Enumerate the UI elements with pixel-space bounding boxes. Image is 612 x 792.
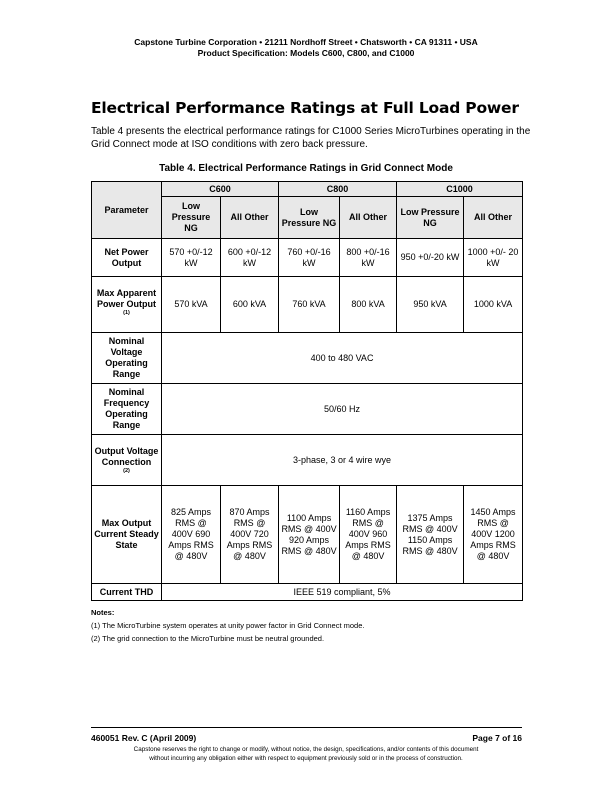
table-cell: 1100 Amps RMS @ 400V 920 Amps RMS @ 480V [279, 486, 340, 584]
subheader-low-pressure: Low Pressure NG [279, 197, 340, 239]
table-cell: 570 kVA [162, 277, 221, 333]
page-number: Page 7 of 16 [472, 733, 522, 743]
subheader-low-pressure: Low Pressure NG [162, 197, 221, 239]
parameter-header: Parameter [92, 182, 162, 239]
notes-title: Notes: [91, 608, 115, 617]
section-title: Electrical Performance Ratings at Full Load Power [91, 99, 519, 117]
table-cell: 870 Amps RMS @ 400V 720 Amps RMS @ 480V [221, 486, 279, 584]
table-caption: Table 4. Electrical Performance Ratings in Grid Connect Mode [159, 163, 453, 174]
subheader-all-other: All Other [464, 197, 523, 239]
disclaimer-line: without incurring any obligation either with respect to equipment previously sold or in the process of construction. [149, 755, 463, 762]
footnote-ref: (1) [123, 310, 130, 316]
footer-divider [91, 727, 522, 728]
footer-disclaimer [0, 745, 612, 763]
footnote-ref: (2) [123, 468, 130, 474]
row-label: Nominal Voltage Operating Range [92, 333, 162, 384]
table-cell: 800 +0/-16 kW [340, 239, 397, 277]
row-label: Current THD [92, 584, 162, 601]
row-label: Net Power Output [92, 239, 162, 277]
table-cell: 570 +0/-12 kW [162, 239, 221, 277]
disclaimer-line: Capstone reserves the right to change or modify, without notice, the design, specifications, and/or contents of this document [133, 746, 479, 753]
row-label: Nominal Frequency Operating Range [92, 384, 162, 435]
table-cell: 760 kVA [279, 277, 340, 333]
table-cell: 50/60 Hz [162, 384, 523, 435]
table-row [92, 486, 523, 584]
header-address: Capstone Turbine Corporation • 21211 Nordhoff Street • Chatsworth • CA 91311 • USA [134, 37, 478, 47]
page-header [0, 37, 612, 59]
subheader-low-pressure: Low Pressure NG [397, 197, 464, 239]
table-row [92, 384, 523, 435]
intro-paragraph: Table 4 presents the electrical performance ratings for C1000 Series MicroTurbines operating in the Grid Connect mode at ISO conditions with zero back pressure. [91, 126, 531, 150]
group-header-c1000: C1000 [397, 182, 523, 197]
table-cell: 760 +0/-16 kW [279, 239, 340, 277]
table-row [92, 435, 523, 486]
row-label: Max Apparent Power Output $^{(1)}$ [92, 277, 162, 333]
group-header-c600: C600 [162, 182, 279, 197]
table-cell: 600 kVA [221, 277, 279, 333]
table-row [92, 333, 523, 384]
table-row [92, 584, 523, 601]
table-cell: 1000 +0/- 20 kW [464, 239, 523, 277]
table-cell: 1375 Amps RMS @ 400V 1150 Amps RMS @ 480V [397, 486, 464, 584]
note-item: (2) The grid connection to the MicroTurbine must be neutral grounded. [91, 634, 325, 643]
row-label: Max Output Current Steady State [92, 486, 162, 584]
table-row [92, 239, 523, 277]
table-notes [91, 606, 364, 645]
row-label: Output Voltage Connection (2) [92, 435, 162, 486]
table-cell: IEEE 519 compliant, 5% [162, 584, 523, 601]
table-cell: 800 kVA [340, 277, 397, 333]
table-cell: 3-phase, 3 or 4 wire wye [162, 435, 523, 486]
table-cell: 825 Amps RMS @ 400V 690 Amps RMS @ 480V [162, 486, 221, 584]
subheader-all-other: All Other [340, 197, 397, 239]
group-header-c800: C800 [279, 182, 397, 197]
table-cell: 1450 Amps RMS @ 400V 1200 Amps RMS @ 480V [464, 486, 523, 584]
table-cell: 600 +0/-12 kW [221, 239, 279, 277]
table-row [92, 277, 523, 333]
table-cell: 1160 Amps RMS @ 400V 960 Amps RMS @ 480V [340, 486, 397, 584]
electrical-ratings-table [91, 181, 523, 601]
header-product: Product Specification: Models C600, C800, and C1000 [197, 48, 415, 58]
table-cell: 1000 kVA [464, 277, 523, 333]
table-cell: 400 to 480 VAC [162, 333, 523, 384]
document-number: 460051 Rev. C (April 2009) [91, 733, 197, 743]
note-item: (1) The MicroTurbine system operates at unity power factor in Grid Connect mode. [91, 621, 365, 630]
table-cell: 950 kVA [397, 277, 464, 333]
subheader-all-other: All Other [221, 197, 279, 239]
table-cell: 950 +0/-20 kW [397, 239, 464, 277]
